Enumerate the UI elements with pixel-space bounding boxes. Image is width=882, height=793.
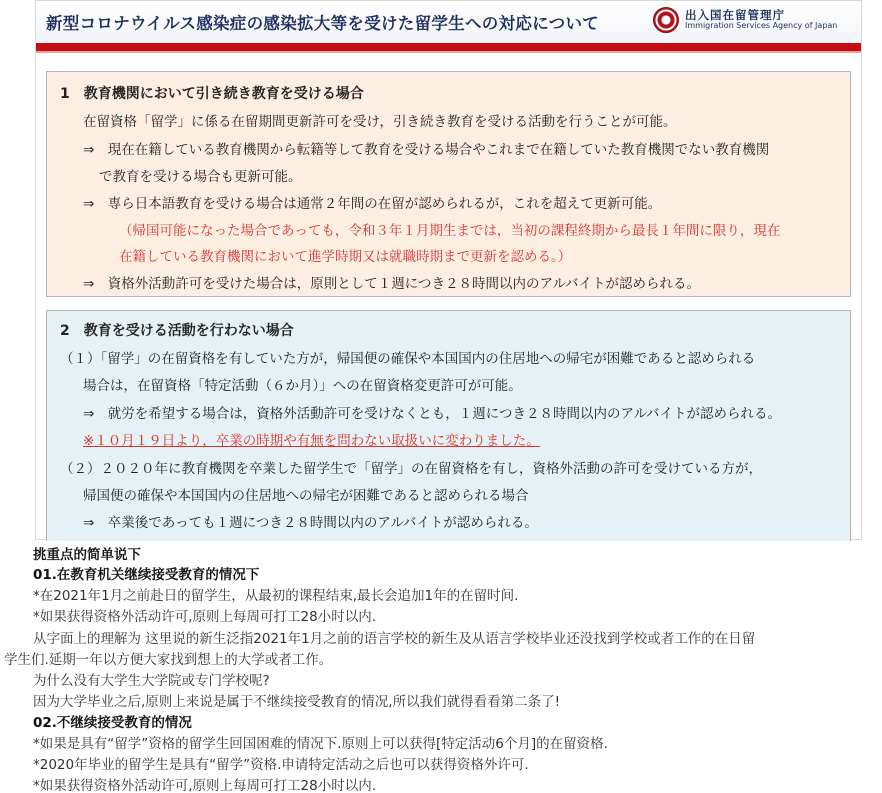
article-heading-2: 02.不继续接受教育的情况 — [33, 715, 192, 731]
article-heading-1: 01.在教育机关继续接受教育的情况下 — [33, 567, 260, 583]
section-2-box — [46, 310, 851, 541]
slide-header — [36, 1, 861, 43]
section-2-line: 帰国便の確保や本国国内の住居地への帰宅が困難であると認められる場合 — [83, 488, 529, 504]
emblem-icon — [653, 7, 679, 33]
section-1-line: ⇒ 専ら日本語教育を受ける場合は通常２年間の在留が認められるが，これを超えて更新可能。 — [83, 196, 662, 212]
header-divider — [36, 43, 861, 53]
article-intro: 挑重点的简单说下 — [33, 547, 141, 563]
slide-image — [35, 0, 862, 540]
section-1-line: ⇒ 資格外活動許可を受けた場合は，原則として１週につき２８時間以内のアルバイトが認められる。 — [83, 276, 701, 292]
slide-title: 新型コロナウイルス感染症の感染拡大等を受けた留学生への対応について — [46, 14, 600, 33]
article-paragraph: *在2021年1月之前赴日的留学生，从最初的课程结束,最长会追加1年的在留时间. — [33, 588, 519, 604]
section-2-line: 場合は，在留資格「特定活動（６か月）」への在留資格変更許可が可能。 — [83, 378, 522, 394]
section-1-heading: 1 教育機関において引き続き教育を受ける場合 — [60, 86, 364, 102]
article-paragraph: 从字面上的理解为 这里说的新生泛指2021年1月之前的语言学校的新生及从语言学校毕业还没找到学校或者工作的在日留 — [33, 631, 756, 647]
article-paragraph: 因为大学毕业之后,原则上来说是属于不继续接受教育的情况,所以我们就得看看第二条了! — [33, 694, 560, 710]
article-paragraph: *如果是具有“留学”资格的留学生回国困难的情况下.原则上可以获得[特定活动6个月]的在留资格. — [33, 736, 608, 752]
article-paragraph: 学生们.延期一年以方便大家找到想上的大学或者工作。 — [4, 652, 333, 668]
section-1-note: （帰国可能になった場合であっても，令和３年１月期生までは，当初の課程終期から最長１年間に限り，現在 — [119, 223, 781, 239]
section-1-box — [46, 71, 851, 297]
article-paragraph: *如果获得资格外活动许可,原则上每周可打工28小时以内. — [33, 778, 377, 793]
section-1-line: で教育を受ける場合も更新可能。 — [99, 169, 302, 185]
section-2-notice: ※１０月１９日より，卒業の時期や有無を問わない取扱いに変わりました。 — [83, 433, 540, 449]
section-1-line: ⇒ 現在在籍している教育機関から転籍等して教育を受ける場合やこれまで在籍していた教育機関でない教育機関 — [83, 142, 770, 158]
section-1-note: 在籍している教育機関において進学時期又は就職時期まで更新を認める。） — [119, 249, 572, 265]
section-2-heading: 2 教育を受ける活動を行わない場合 — [60, 323, 294, 339]
section-2-line: （１）「留学」の在留資格を有していた方が，帰国便の確保や本国国内の住居地への帰宅が困難であると認められる — [60, 351, 756, 367]
agency-logo — [653, 7, 853, 37]
article-paragraph: *如果获得资格外活动许可,原则上每周可打工28小时以内. — [33, 609, 377, 625]
section-2-line: ⇒ 卒業後であっても１週につき２８時間以内のアルバイトが認められる。 — [83, 515, 538, 531]
article-paragraph: *2020年毕业的留学生是具有“留学”资格.申请特定活动之后也可以获得资格外许可. — [33, 757, 529, 773]
section-1-line: 在留資格「留学」に係る在留期間更新許可を受け，引き続き教育を受ける活動を行うことが可能。 — [83, 114, 677, 130]
agency-english-name: Immigration Services Agency of Japan — [685, 21, 838, 30]
agency-name: 出入国在留管理庁 — [685, 8, 785, 22]
article-paragraph: 为什么没有大学生大学院或专门学校呢? — [33, 673, 270, 689]
section-2-line: （２）２０２０年に教育機関を卒業した留学生で「留学」の在留資格を有し，資格外活動の許可を受けている方が， — [60, 461, 762, 477]
section-2-line: ⇒ 就労を希望する場合は，資格外活動許可を受けなくとも，１週につき２８時間以内のアルバイトが認められる。 — [83, 406, 782, 422]
